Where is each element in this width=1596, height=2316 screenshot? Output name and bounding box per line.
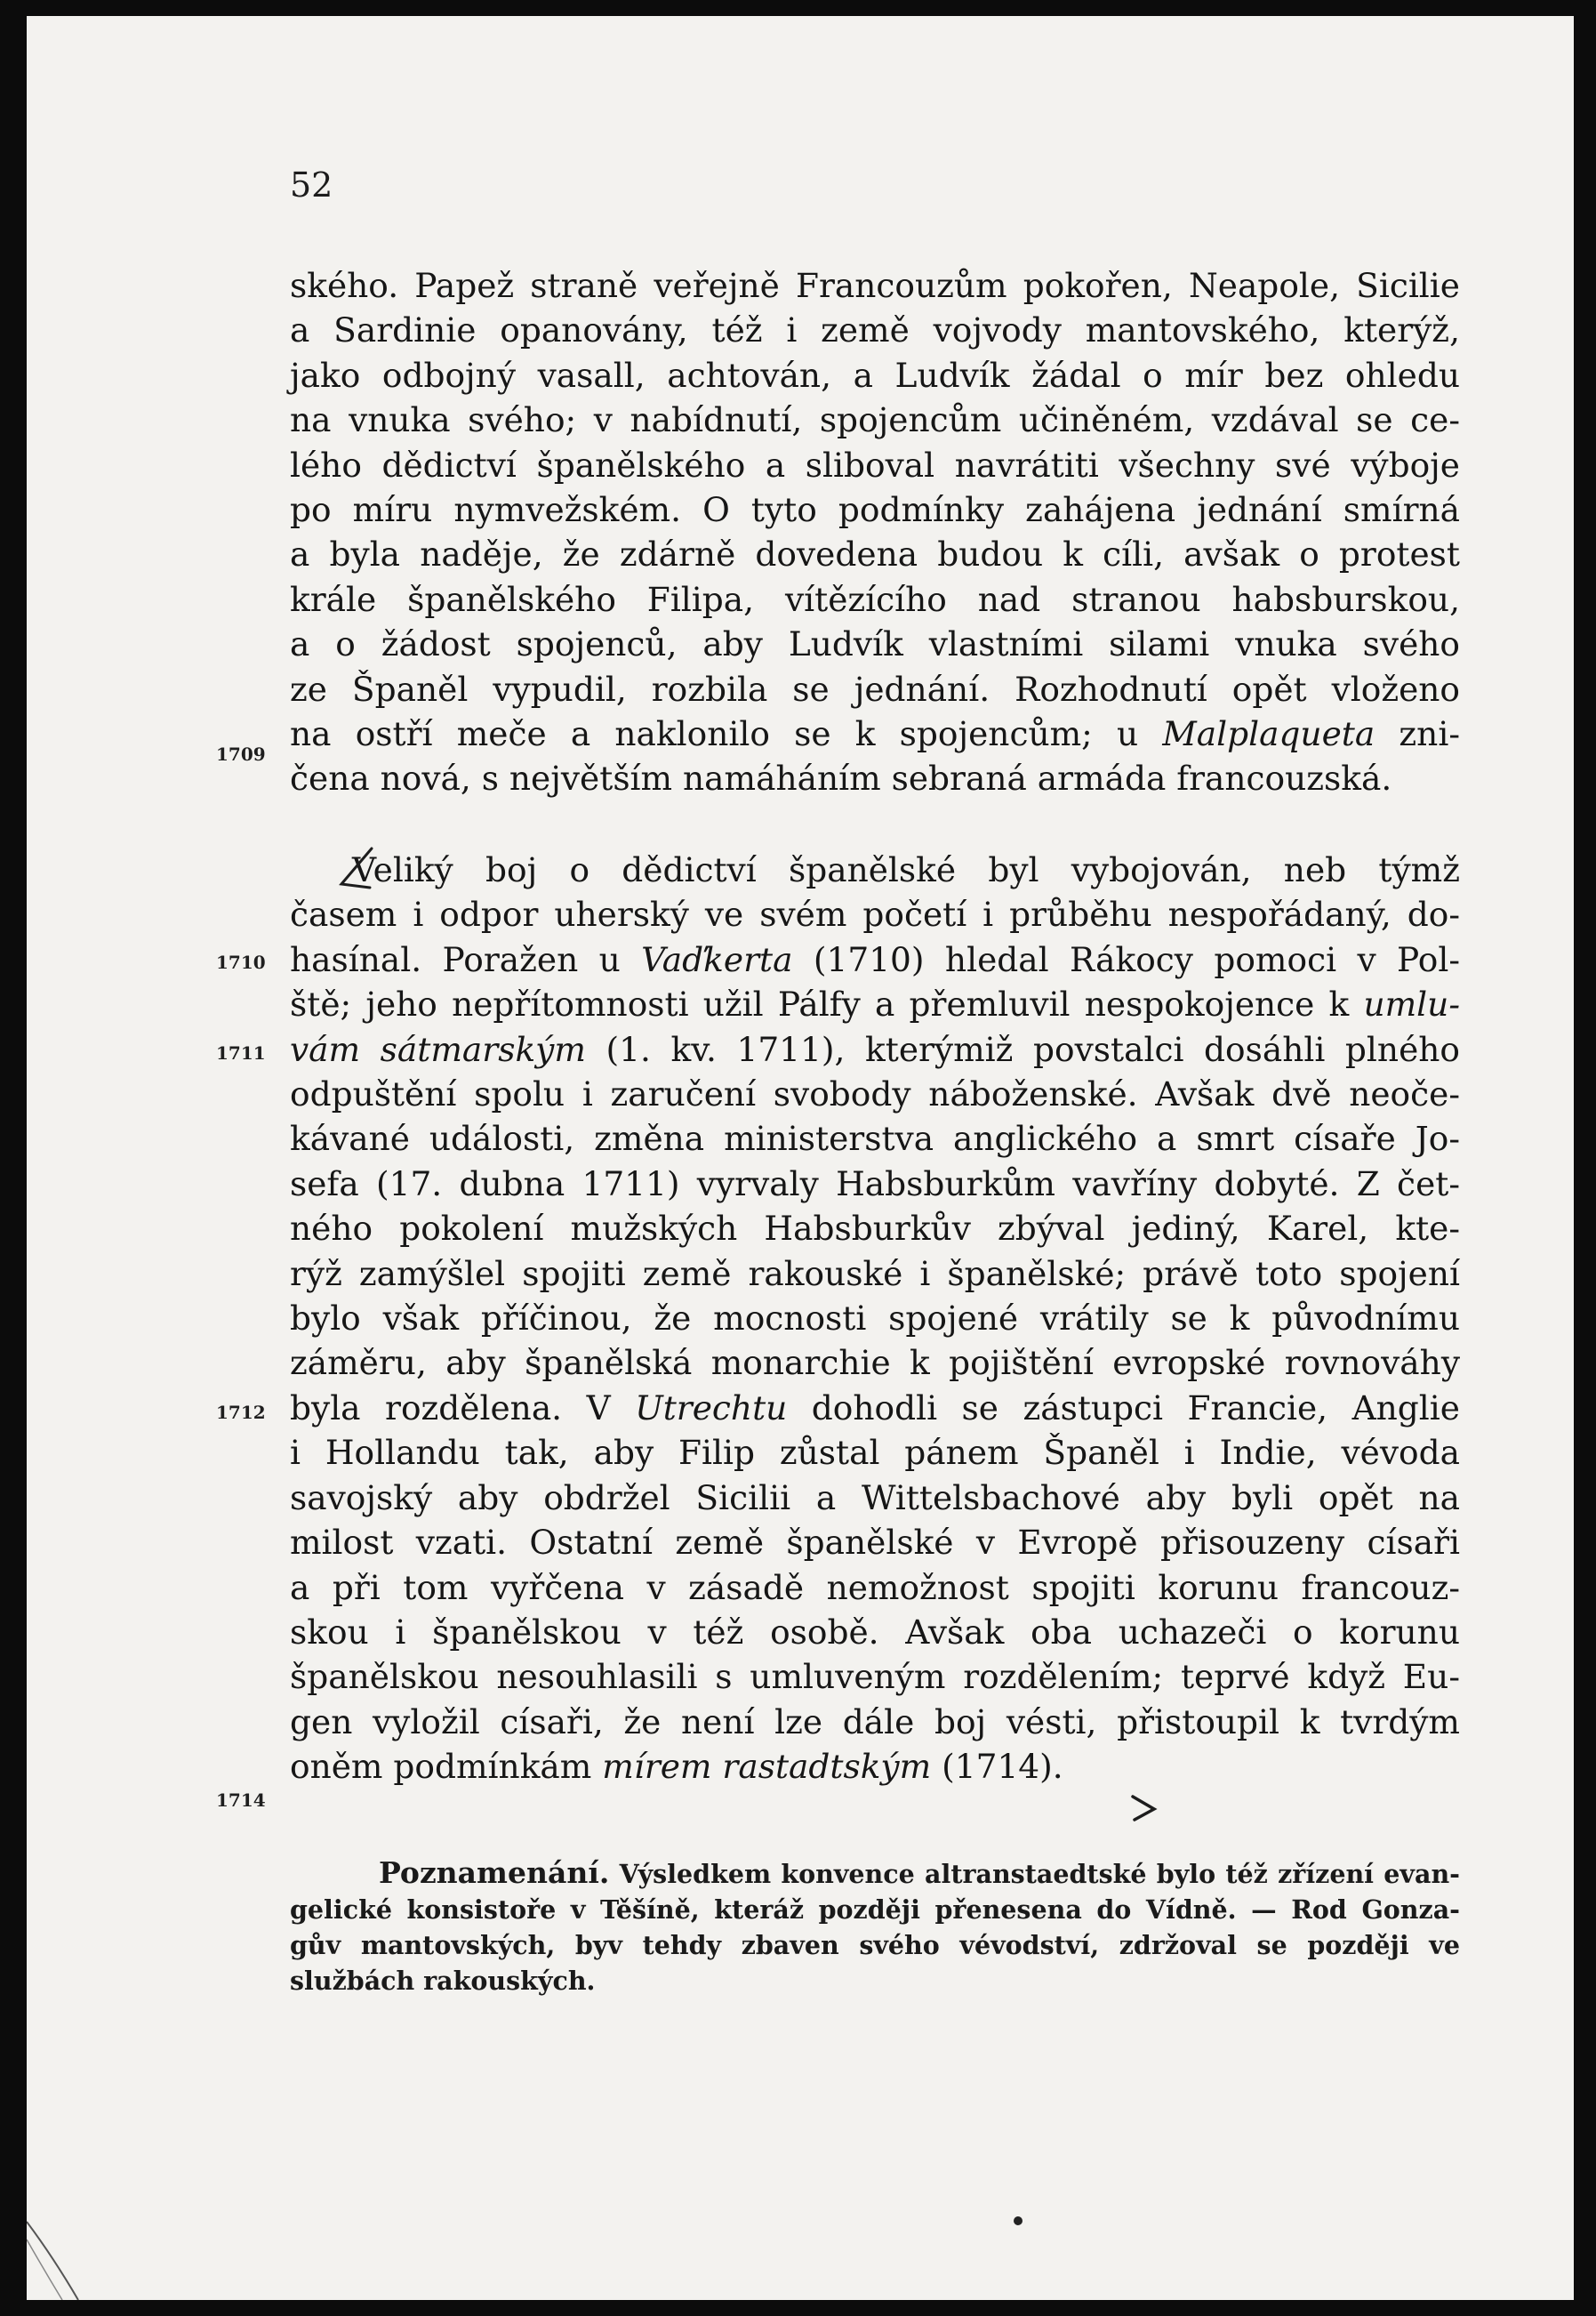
text-line: rýž zamýšlel spojiti země rakouské i španělské; právě toto spojení xyxy=(290,1253,1460,1293)
place-name-italic: Vaďkerta xyxy=(641,939,793,979)
text-line: lého dědictví španělského a sliboval navrátiti všechny své výboje xyxy=(290,445,1460,485)
place-name-italic: Malplaqueta xyxy=(1162,714,1375,754)
text-line xyxy=(290,1744,1460,1789)
text-line xyxy=(290,712,1460,756)
text-line: po míru nymvežském. O tyto podmínky zahájena jednání smírná xyxy=(290,490,1460,530)
footnote-label: Poznamenání. xyxy=(379,1855,610,1890)
text-line: jako odbojný vasall, achtován, a Ludvík žádal o mír bez ohledu xyxy=(290,355,1460,395)
text-line: a o žádost spojenců, aby Ludvík vlastními silami vnuka svého xyxy=(290,624,1460,664)
text-line: ze Španěl vypudil, rozbila se jednání. Rozhodnutí opět vloženo xyxy=(290,669,1460,709)
paragraph-1 xyxy=(290,263,1460,801)
text-run: ště; jeho nepřítomnosti užil Pálfy a přemluvil nespokojence k xyxy=(290,985,1364,1025)
margin-year-1712: 1712 xyxy=(216,1402,266,1423)
text-line: i Hollandu tak, aby Filip zůstal pánem Španěl i Indie, vévoda xyxy=(290,1433,1460,1473)
margin-year-1711: 1711 xyxy=(216,1042,266,1064)
text-run: (1714). xyxy=(931,1747,1063,1787)
text-line: Veliký boj o dědictví španělské byl vybojován, neb týmž xyxy=(352,850,1460,889)
text-run: byla rozdělena. V xyxy=(290,1387,636,1427)
pencil-bracket-close-icon xyxy=(1129,1791,1159,1823)
text-line xyxy=(290,1027,1460,1072)
margin-year-1714: 1714 xyxy=(216,1789,266,1811)
text-run: dohodli se zástupci Francie, Anglie xyxy=(787,1387,1460,1427)
text-run: (1710) hledal Rákocy pomoci v Pol- xyxy=(792,939,1460,979)
text-line: bylo však příčinou, že mocnosti spojené vrátily se k původnímu xyxy=(290,1299,1460,1339)
text-line: ského. Papež straně veřejně Francouzům pokořen, Neapole, Sicilie xyxy=(290,266,1460,305)
text-run: (1. kv. 1711), kterýmiž povstalci dosáhli plného xyxy=(585,1029,1460,1069)
text-line: odpuštění spolu i zaručení svobody náboženské. Avšak dvě neoče- xyxy=(290,1074,1460,1114)
text-run: Výsledkem konvence altranstaedtské bylo též zřízení evan- xyxy=(609,1859,1460,1889)
text-line: záměru, aby španělská monarchie k pojištění evropské rovnováhy xyxy=(290,1343,1460,1383)
text-line xyxy=(290,982,1460,1026)
margin-year-1709: 1709 xyxy=(216,744,266,765)
text-run: hasínal. Poražen u xyxy=(290,939,642,979)
text-line: gen vyložil císaři, že není lze dále boj vésti, přistoupil k tvrdým xyxy=(290,1701,1460,1741)
paragraph-2 xyxy=(290,848,1460,1789)
text-run: zni- xyxy=(1375,714,1460,754)
text-line: čena nová, s největším namáháním sebraná armáda francouzská. xyxy=(290,759,1392,799)
page-number: 52 xyxy=(290,165,333,205)
footnote-line: gův mantovských, byv tehdy zbaven svého vévodství, zdržoval se později ve xyxy=(290,1930,1460,1960)
text-run: oněm podmínkám xyxy=(290,1747,603,1787)
text-line: a Sardinie opanovány, též i země vojvody mantovského, kterýž, xyxy=(290,310,1460,350)
text-line: ného pokolení mužských Habsburkův zbýval jediný, Karel, kte- xyxy=(290,1209,1460,1249)
footnote-line: gelické konsistoře v Těšíně, kteráž později přenesena do Vídně. — Rod Gonza- xyxy=(290,1894,1460,1925)
text-line: španělskou nesouhlasili s umluveným rozdělením; teprvé když Eu- xyxy=(290,1657,1460,1697)
text-line: milost vzati. Ostatní země španělské v Evropě přisouzeny císaři xyxy=(290,1523,1460,1563)
text-run: na ostří meče a naklonilo se k spojencům; u xyxy=(290,714,1163,754)
place-name-italic: Utrechtu xyxy=(635,1387,788,1427)
text-line: na vnuka svého; v nabídnutí, spojencům učiněném, vzdával se ce- xyxy=(290,400,1460,440)
italic-term: mírem rastadtským xyxy=(602,1747,932,1787)
text-line: sefa (17. dubna 1711) vyrvaly Habsburkům vavříny dobyté. Z čet- xyxy=(290,1163,1460,1203)
text-line: krále španělského Filipa, vítězícího nad stranou habsburskou, xyxy=(290,579,1460,619)
text-line: savojský aby obdržel Sicilii a Wittelsbachové aby byli opět na xyxy=(290,1477,1460,1517)
text-line: časem i odpor uherský ve svém početí i průběhu nespořádaný, do- xyxy=(290,895,1460,935)
footnote-line xyxy=(290,1855,1460,1892)
text-line xyxy=(290,937,1460,982)
page-corner-curl xyxy=(27,2204,80,2300)
footnote-line: službách rakouských. xyxy=(290,1966,596,1996)
text-line: kávané události, změna ministerstva anglického a smrt císaře Jo- xyxy=(290,1119,1460,1159)
book-page xyxy=(27,16,1574,2300)
text-line: skou i španělskou v též osobě. Avšak oba uchazeči o korunu xyxy=(290,1612,1460,1652)
margin-year-1710: 1710 xyxy=(216,952,266,973)
italic-term: umlu- xyxy=(1363,985,1460,1025)
footnote xyxy=(290,1855,1460,1998)
italic-term: vám sátmarským xyxy=(290,1029,586,1069)
text-line: a při tom vyřčena v zásadě nemožnost spojiti korunu francouz- xyxy=(290,1567,1460,1607)
pencil-bracket-open-icon xyxy=(336,845,375,895)
text-line xyxy=(290,1386,1460,1430)
ink-speck xyxy=(1014,2216,1023,2225)
text-line: a byla naděje, že zdárně dovedena budou k cíli, avšak o protest xyxy=(290,535,1460,575)
